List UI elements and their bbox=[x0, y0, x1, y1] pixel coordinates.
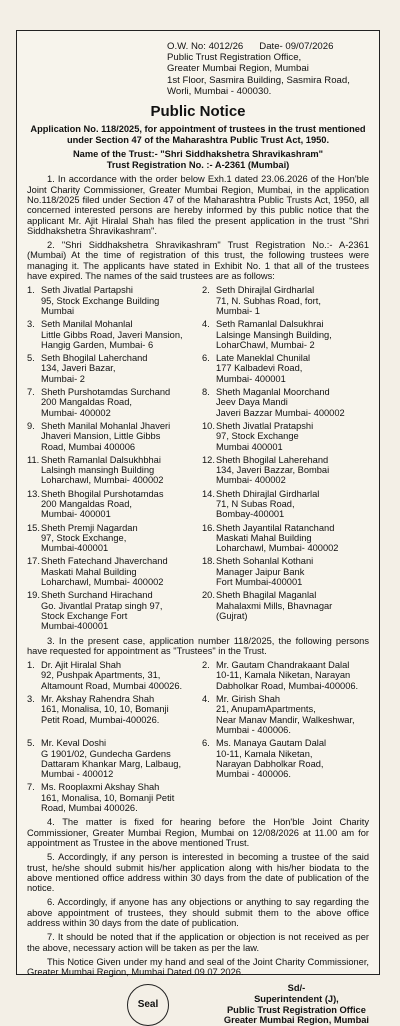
trustee-entry-number: 10. bbox=[202, 420, 215, 431]
applicant-entry bbox=[202, 660, 369, 691]
trustee-entry-details: Sheth Bhagilal Maganlal Mahalaxmi Mills, Bhavnagar (Gujrat) bbox=[216, 590, 333, 621]
applicant-entry-number: 3. bbox=[27, 694, 35, 705]
trustee-entry bbox=[27, 285, 194, 316]
trustee-entry bbox=[27, 421, 194, 452]
office-address-line: Worli, Mumbai - 400030. bbox=[167, 85, 272, 97]
trustee-list bbox=[27, 285, 369, 631]
trustee-entry-details: Sheth Premji Nagardan 97, Stock Exchange, Mumbai-400001 bbox=[41, 522, 138, 554]
applicant-entry-details: Dr. Ajit Hiralal Shah 92, Pushpak Apartments, 31, Altamount Road, Mumbai 400026. bbox=[41, 660, 183, 691]
paragraph-7: 7. It should be noted that if the application or objection is not received as per the above, necessary action will be taken as per the law. bbox=[27, 932, 369, 953]
applicant-entry-details: Mr. Gautam Chandrakaant Dalal 10-11, Kamala Niketan, Narayan Dabholkar Road, Mumbai-400006. bbox=[216, 660, 359, 691]
trustee-entry-number: 15. bbox=[27, 522, 40, 533]
signature-role: Superintendent (J), bbox=[254, 994, 339, 1005]
trustee-entry bbox=[27, 387, 194, 418]
paragraph-3: 3. In the present case, application number 118/2025, the following persons have requested for appointment as "Trustees" in the Trust. bbox=[27, 635, 369, 656]
trustee-entry-number: 7. bbox=[27, 387, 35, 398]
trustee-entry-details: Sheth Surchand Hirachand Go. Jivantlal Pratap singh 97, Stock Exchange Fort Mumbai-400001 bbox=[41, 590, 163, 632]
applicant-entry-number: 2. bbox=[202, 660, 210, 671]
applicant-entry-details: Ms. Manaya Gautam Dalal 10-11, Kamala Niketan, Narayan Dabholkar Road, Mumbai - 400006. bbox=[216, 738, 327, 780]
trustee-entry-number: 4. bbox=[202, 319, 210, 330]
trustee-entry-details: Sheth Maganlal Moorchand Jeev Daya Mandi Javeri Bazzar Mumbai- 400002 bbox=[216, 387, 345, 418]
trustee-entry-number: 8. bbox=[202, 387, 210, 398]
trustee-entry-details: Sheth Jayantilal Ratanchand Maskati Mahal Building Loharchawl, Mumbai- 400002 bbox=[216, 522, 339, 554]
trustee-entry bbox=[27, 523, 194, 554]
trustee-entry bbox=[27, 556, 194, 587]
trustee-entry-details: Sheth Dhirajlal Girdharlal 71, N Subas Road, Bombay-400001 bbox=[216, 488, 320, 520]
trustee-entry bbox=[27, 455, 194, 486]
trustee-entry-details: Late Maneklal Chunilal 177 Kalbadevi Road, Mumbai- 400001 bbox=[216, 353, 311, 384]
notice-subtitle: Application No. 118/2025, for appointment of trustees in the trust mentioned under Section 47 of the Maharashtra Public Trust Act, 1950. bbox=[30, 124, 366, 145]
trustee-entry-details: Seth Ramanlal Dalsukhrai Lalsinge Mansingh Building, LoharChawl, Mumbai- 2 bbox=[216, 319, 332, 350]
applicant-entry-details: Mr. Akshay Rahendra Shah 161, Monalisa, 10, 10, Bomanji Petit Road, Mumbai-400026. bbox=[41, 694, 169, 725]
trustee-entry-details: Sheth Manilal Mohanlal Jhaveri Jhaveri Mansion, Little Gibbs Road, Mumbai 400006 bbox=[41, 420, 171, 452]
trust-name: Name of the Trust:- "Shri Siddhakshetra Shravikashram" bbox=[72, 149, 324, 160]
office-header bbox=[167, 41, 369, 97]
trustee-entry-details: Sheth Bhogilal Laherehand 134, Javeri Bazzar, Bombai Mumbai- 400002 bbox=[216, 454, 330, 486]
public-notice bbox=[16, 30, 380, 1026]
trustee-entry-number: 5. bbox=[27, 353, 35, 364]
signature-sd: Sd/- bbox=[287, 983, 306, 994]
applicant-entry bbox=[202, 694, 369, 735]
trust-name-block bbox=[27, 149, 369, 170]
paragraph-4: 4. The matter is fixed for hearing before the Hon'ble Joint Charity Commissioner, Greater Mumbai Region, Mumbai on 12/08/2026 at 11.00 am for appointment as Trustee in the above mentioned Trust. bbox=[27, 817, 369, 848]
trustee-entry-details: Seth Manilal Mohanlal Little Gibbs Road, Javeri Mansion, Hangig Garden, Mumbai- 6 bbox=[41, 319, 183, 350]
applicant-list bbox=[27, 660, 369, 813]
applicant-entry bbox=[27, 660, 194, 691]
trustee-entry-number: 12. bbox=[202, 454, 215, 465]
trustee-entry-number: 9. bbox=[27, 420, 35, 431]
trustee-entry-number: 1. bbox=[27, 285, 35, 296]
trustee-entry bbox=[202, 353, 369, 384]
trustee-entry-details: Seth Dhirajlal Girdharlal 71, N. Subhas Road, fort, Mumbai- 1 bbox=[216, 285, 321, 316]
signature-area bbox=[27, 983, 369, 1025]
closing-statement: This Notice Given under my hand and seal of the Joint Charity Commissioner, Greater Mumbai Region, Mumbai Dated 09.07.2026. bbox=[27, 956, 369, 978]
office-address-line: 1st Floor, Sasmira Building, Sasmira Road, bbox=[167, 74, 350, 86]
trustee-entry-number: 14. bbox=[202, 488, 215, 499]
trustee-entry bbox=[202, 489, 369, 520]
trustee-entry bbox=[27, 590, 194, 631]
trustee-entry-number: 2. bbox=[202, 285, 210, 296]
signature-office: Public Trust Registration Office bbox=[226, 1004, 366, 1015]
trustee-entry-number: 3. bbox=[27, 319, 35, 330]
paragraph-5: 5. Accordingly, if any person is interested in becoming a trustee of the said trust, he/she should submit his/her application along with his/her biodata to the above mentioned office address within 30 days from the date of publication of the notice. bbox=[27, 852, 369, 894]
office-address-line: Greater Mumbai Region, Mumbai bbox=[167, 63, 309, 75]
trustee-entry-details: Sheth Jivatlal Pratapshi 97, Stock Exchange Mumbai 400001 bbox=[216, 420, 314, 452]
applicant-entry-number: 5. bbox=[27, 738, 35, 749]
trustee-entry bbox=[202, 387, 369, 418]
signature-block bbox=[224, 983, 369, 1025]
trustee-entry-details: Seth Bhogilal Laherchand 134, Javeri Bazar, Mumbai- 2 bbox=[41, 353, 148, 384]
applicant-entry-details: Ms. Rooplaxmi Akshay Shah 161, Monalisa, 10, Bomanji Petit Road, Mumbai 400026. bbox=[41, 782, 175, 814]
paragraph-6: 6. Accordingly, if anyone has any objections or anything to say regarding the above appointment of trustees, they should submit them to the above office address within 30 days from the date of publication. bbox=[27, 897, 369, 928]
trustee-entry-number: 6. bbox=[202, 353, 210, 364]
applicant-entry bbox=[27, 738, 194, 779]
trustee-entry bbox=[27, 489, 194, 520]
trustee-entry-details: Sheth Sohanlal Kothani Manager Jaipur Bank Fort Mumbai-400001 bbox=[216, 556, 314, 588]
trustee-entry bbox=[202, 285, 369, 316]
seal-stamp: Seal bbox=[127, 984, 169, 1026]
applicant-entry-number: 4. bbox=[202, 694, 210, 705]
trustee-entry bbox=[27, 319, 194, 350]
trustee-entry-details: Sheth Fatechand Jhaverchand Maskati Mahal Building Loharchawl, Mumbai- 400002 bbox=[41, 556, 168, 588]
trustee-entry bbox=[202, 523, 369, 554]
trustee-entry bbox=[202, 319, 369, 350]
applicant-entry bbox=[27, 782, 194, 813]
trustee-entry-details: Sheth Purshotamdas Surchand 200 Mangaldas Road, Mumbai- 400002 bbox=[41, 387, 171, 418]
trustee-entry-number: 20. bbox=[202, 590, 215, 601]
trustee-entry bbox=[202, 556, 369, 587]
applicant-entry-number: 7. bbox=[27, 782, 35, 793]
trustee-entry bbox=[202, 455, 369, 486]
trustee-entry bbox=[202, 590, 369, 631]
trustee-entry-number: 18. bbox=[202, 556, 215, 567]
ow-number: O.W. No: 4012/26 bbox=[167, 41, 244, 52]
trustee-entry bbox=[202, 421, 369, 452]
office-address-line: Public Trust Registration Office, bbox=[167, 52, 302, 64]
trustee-entry-number: 17. bbox=[27, 556, 40, 567]
notice-title: Public Notice bbox=[150, 103, 246, 121]
signature-region: Greater Mumbai Region, Mumbai bbox=[223, 1015, 369, 1026]
trust-registration: Trust Registration No. :- A-2361 (Mumbai) bbox=[106, 159, 290, 170]
applicant-entry bbox=[202, 738, 369, 779]
trustee-entry-details: Sheth Bhogilal Purshotamdas 200 Mangaldas Road, Mumbai- 400001 bbox=[41, 488, 164, 520]
applicant-entry-details: Mr. Keval Doshi G 1901/02, Gundecha Gardens Dattaram Khankar Marg, Lalbaug, Mumbai - 400012 bbox=[41, 738, 182, 780]
trustee-entry-number: 11. bbox=[27, 454, 40, 465]
trustee-entry bbox=[27, 353, 194, 384]
notice-date: Date- 09/07/2026 bbox=[259, 41, 334, 52]
paragraph-2: 2. "Shri Siddhakshetra Shravikashram" Trust Registration No.:- A-2361 (Mumbai) At the time of registration of this trust, the following trustees were managing it. The applicants have stated in Exhibit No. 1 that all of the trustees have expired. The names of the said trustees are as follows: bbox=[27, 240, 369, 282]
paragraph-1: 1. In accordance with the order below Exh.1 dated 23.06.2026 of the Hon'ble Joint Charity Commissioner, Greater Mumbai Region, Mumbai, in the application No.118/2025 filed under Section 47 of the Maharashtra Public Trusts Act, 1950, all concerned interested persons are hereby informed by this public notice that the applicant Mr. Ajit Hiralal Shah has filed the present application in the trust "Shri Siddhakshetra Shravikashram". bbox=[27, 174, 369, 236]
trustee-entry-number: 13. bbox=[27, 488, 40, 499]
applicant-entry-number: 1. bbox=[27, 660, 35, 671]
applicant-entry bbox=[27, 694, 194, 735]
trustee-entry-number: 16. bbox=[202, 522, 215, 533]
trustee-entry-details: Seth Jivatlal Partapshi 95, Stock Exchange Building Mumbai bbox=[41, 285, 160, 316]
applicant-entry-details: Mr. Girish Shah 21, AnupamApartments, Near Manav Mandir, Walkeshwar, Mumbai - 400006. bbox=[216, 694, 355, 735]
applicant-entry-number: 6. bbox=[202, 738, 210, 749]
trustee-entry-details: Sheth Ramanlal Dalsukhbhai Lalsingh mansingh Building Loharchawl, Mumbai- 400002 bbox=[41, 454, 164, 486]
trustee-entry-number: 19. bbox=[27, 590, 40, 601]
